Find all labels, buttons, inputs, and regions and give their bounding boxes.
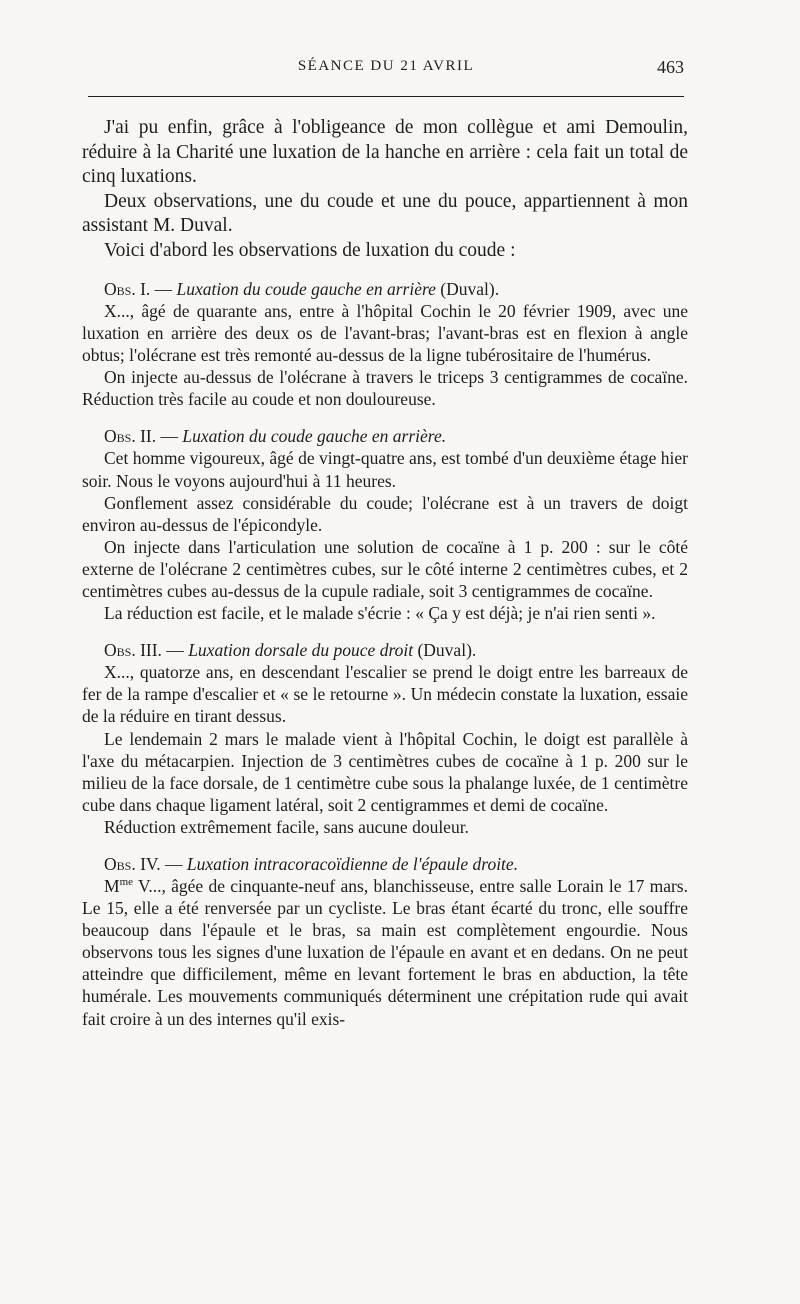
observation-title: Luxation intracoracoïdienne de l'épaule droite. (186, 853, 519, 874)
observation-paragraph: X..., quatorze ans, en descendant l'escalier se prend le doigt entre les barreaux de fer de la rampe d'escalier et « se le retourne ». Un médecin constate la luxation, essaie de la réduire en tirant dessus. (82, 662, 688, 727)
observation-paragraph: X..., âgé de quarante ans, entre à l'hôpital Cochin le 20 février 1909, avec une luxation en arrière des deux os de l'avant-bras; l'avant-bras est en flexion à angle obtus; l'olécrane est très remonté au-dessus de la ligne tubérositaire de l'humérus. (82, 301, 688, 366)
observation-title: Luxation du coude gauche en arrière. (182, 426, 447, 447)
observation-2 (82, 425, 688, 624)
page-header (88, 58, 684, 84)
observation-label: Obs. II. (104, 426, 157, 447)
observation-paragraph: La réduction est facile, et le malade s'écrie : « Ça y est déjà; je n'ai rien senti ». (104, 603, 656, 624)
observation-paragraph: Réduction extrêmement facile, sans aucune douleur. (104, 816, 469, 837)
heading-dash: — (161, 640, 189, 661)
heading-dash: — (156, 426, 183, 447)
heading-dash: — (160, 853, 187, 874)
observation-paragraph: On injecte au-dessus de l'olécrane à travers le triceps 3 centigrammes de cocaïne. Réduction très facile au coude et non douloureuse. (82, 367, 688, 410)
observation-paragraph-text: V..., âgée de cinquante-neuf ans, blanchisseuse, entre salle Lorain le 17 mars. Le 15, elle a été renversée par un cycliste. Le bras étant écarté du tronc, elle souffre beaucoup dans l'épaule et le bras, sa main est complètement engourdie. Nous observons tous les signes d'une luxation de l'épaule en avant et en dedans. On ne peut atteindre que difficilement, même en levant fortement le bras en abduction, la tête humérale. Les mouvements communiqués déterminent une crépitation rude qui avait fait croire à un des internes qu'il exis- (82, 875, 688, 1029)
abbreviation-superscript: me (119, 876, 134, 889)
observation-paragraph: On injecte dans l'articulation une solution de cocaïne à 1 p. 200 : sur le côté externe de l'olécrane 2 centimètres cubes, sur le côté interne 2 centimètres cubes, et 2 centimètres cubes au-dessus de la cupule radiale, soit 3 centigrammes de cocaïne. (82, 536, 688, 602)
observation-1 (82, 278, 688, 410)
intro-paragraph: J'ai pu enfin, grâce à l'obligeance de mon collègue et ami Demoulin, réduire à la Charité une luxation de la hanche en arrière : cela fait un total de cinq luxations. (82, 117, 688, 187)
observation-paragraph: Le lendemain 2 mars le malade vient à l'hôpital Cochin, le doigt est parallèle à l'axe du métacarpien. Injection de 3 centimètres cubes de cocaïne à 1 p. 200 sur le milieu de la face dorsale, de 1 centimètre cube sous la phalange luxée, de 1 centimètre cube dans chaque ligament latéral, soit 2 centigrammes et demi de cocaïne. (82, 728, 688, 815)
page-number: 463 (657, 57, 684, 77)
observation-label: Obs. III. (104, 640, 162, 661)
observation-title: Luxation du coude gauche en arrière (176, 279, 436, 299)
observation-paragraph: Gonflement assez considérable du coude; l'olécrane est à un travers de doigt environ au-dessus de l'épicondyle. (82, 492, 688, 535)
observation-heading (82, 425, 688, 447)
intro-paragraph: Voici d'abord les observations de luxation du coude : (104, 239, 516, 261)
observation-attribution: (Duval). (413, 640, 477, 661)
intro-section (82, 116, 688, 263)
running-title: SÉANCE DU 21 AVRIL (297, 58, 475, 74)
header-rule (88, 96, 684, 97)
observation-attribution: (Duval). (435, 279, 500, 299)
abbreviation: M (104, 875, 120, 896)
heading-dash: — (150, 279, 177, 299)
observation-heading (82, 853, 688, 875)
body-text (82, 116, 688, 1030)
observation-label: Obs. I. (104, 279, 151, 299)
observation-heading (82, 278, 688, 300)
observation-4 (82, 853, 688, 1030)
observation-paragraph (82, 875, 688, 1030)
observation-heading (82, 639, 688, 661)
observation-3 (82, 639, 688, 838)
observation-paragraph: Cet homme vigoureux, âgé de vingt-quatre ans, est tombé d'un deuxième étage hier soir. Nous le voyons aujourd'hui à 11 heures. (82, 448, 688, 491)
observation-label: Obs. IV. (104, 853, 161, 874)
observation-title: Luxation dorsale du pouce droit (188, 640, 414, 661)
intro-paragraph: Deux observations, une du coude et une du pouce, appartiennent à mon assistant M. Duval. (82, 190, 688, 236)
